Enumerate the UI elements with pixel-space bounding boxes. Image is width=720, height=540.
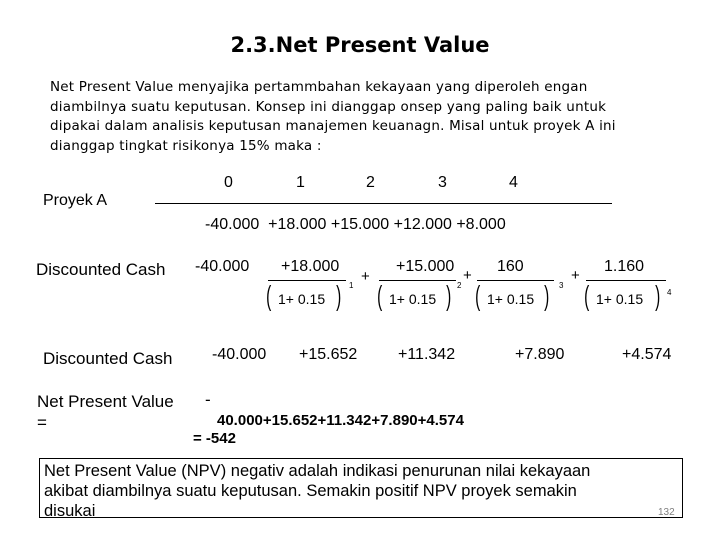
fraction-bar [379, 280, 456, 281]
note-line: Net Present Value (NPV) negativ adalah indikasi penurunan nilai kekayaan [44, 462, 591, 480]
discounted-value: -40.000 [212, 346, 267, 363]
discount-initial: -40.000 [195, 258, 250, 275]
intro-line: Net Present Value menyajika pertammbahan kekayaan yang diperoleh engan [50, 79, 588, 95]
discounted-value: +4.574 [622, 346, 672, 363]
denominator-text: 1+ 0.15 [596, 291, 644, 307]
year-2: 2 [366, 174, 375, 191]
intro-line: dipakai dalam analisis keputusan manajemen keuanagn. Misal untuk proyek A ini [50, 118, 616, 134]
plus-sign: + [463, 267, 472, 284]
timeline-rule [155, 203, 612, 204]
fraction-denominator: ( 1+ 0.15 ) [377, 280, 452, 311]
cashflow-row: -40.000 +18.000 +15.000 +12.000 +8.000 [205, 216, 506, 233]
exponent: 2 [457, 281, 462, 290]
fraction-numerator: 160 [497, 258, 524, 275]
discounted-values-label: Discounted Cash [43, 349, 173, 368]
discount-row-label: Discounted Cash [36, 260, 166, 279]
year-0: 0 [224, 174, 233, 191]
npv-sum: 40.000+15.652+11.342+7.890+4.574 [217, 412, 464, 429]
denominator-text: 1+ 0.15 [278, 291, 326, 307]
year-3: 3 [438, 174, 447, 191]
year-1: 1 [296, 174, 305, 191]
year-4: 4 [509, 174, 518, 191]
fraction-bar [477, 280, 554, 281]
exponent: 3 [559, 281, 564, 290]
npv-label: Net Present Value [37, 392, 174, 411]
exponent: 4 [667, 288, 672, 297]
denominator-text: 1+ 0.15 [389, 291, 437, 307]
npv-dash: - [205, 390, 211, 409]
intro-line: diambilnya suatu keputusan. Konsep ini dianggap onsep yang paling baik untuk [50, 98, 607, 115]
project-label: Proyek A [43, 192, 108, 209]
slide-title: 2.3.Net Present Value [230, 33, 490, 57]
exponent: 1 [349, 281, 354, 290]
note-line: disukai [44, 502, 96, 520]
npv-note-box [39, 458, 683, 518]
plus-sign: + [361, 268, 370, 285]
fraction-bar [586, 280, 666, 281]
fraction-numerator: +18.000 [281, 258, 340, 275]
npv-result: = -542 [193, 430, 236, 447]
fraction-denominator: ( 1+ 0.15 ) [475, 280, 550, 311]
denominator-text: 1+ 0.15 [487, 291, 535, 307]
npv-equals: = [37, 413, 47, 432]
plus-sign: + [571, 267, 580, 284]
fraction-numerator: +15.000 [396, 258, 455, 275]
discounted-value: +11.342 [398, 346, 456, 363]
page-number: 132 [658, 507, 675, 518]
fraction-bar [268, 280, 346, 281]
discounted-value: +15.652 [299, 346, 358, 363]
fraction-numerator: 1.160 [604, 258, 645, 275]
intro-line: dianggap tingkat risikonya 15% maka : [50, 137, 322, 154]
note-line: akibat diambilnya suatu keputusan. Semakin positif NPV proyek semakin [44, 482, 577, 500]
fraction-denominator: ( 1+ 0.15 ) [584, 280, 661, 311]
fraction-denominator: ( 1+ 0.15 ) [266, 280, 342, 311]
intro-paragraph [50, 78, 690, 156]
discounted-value: +7.890 [515, 346, 565, 363]
